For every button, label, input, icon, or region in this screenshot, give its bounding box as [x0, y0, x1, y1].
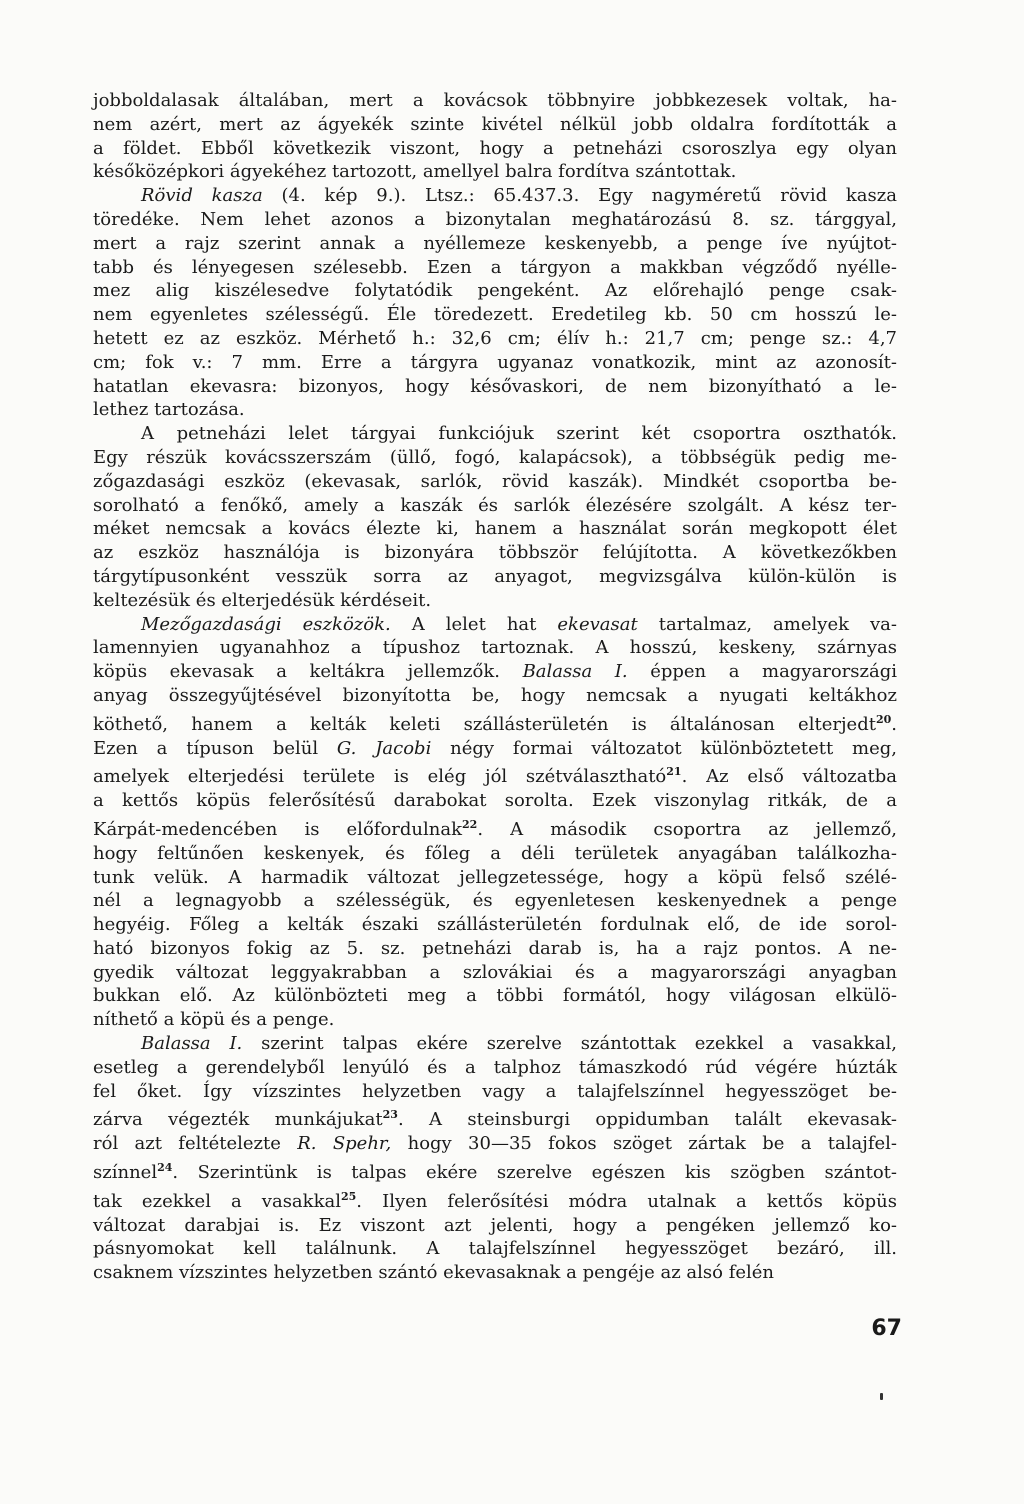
text-segment: az eszköz használója is bizonyára többször felújította. A következőkben — [93, 542, 897, 564]
text-line — [93, 708, 897, 737]
italic-text: R. Spehr, — [297, 1133, 392, 1155]
footnote-ref: 21 — [666, 765, 682, 779]
text-segment: Kárpát-medencében is előfordulnak — [93, 818, 462, 840]
text-line — [93, 737, 897, 761]
text-line — [93, 541, 897, 565]
italic-text: Balassa I. — [522, 661, 628, 683]
text-line — [93, 1185, 897, 1214]
text-line — [93, 565, 897, 589]
text-segment: csaknem vízszintes helyzetben szántó ekevasaknak a pengéje az alsó felén — [93, 1262, 775, 1284]
text-segment: esetleg a gerendelyből lenyúló és a talphoz támaszkodó rúd végére húzták — [93, 1056, 897, 1078]
text-segment: tabb és lényegesen szélesebb. Ezen a tárgyon a makkban végződő nyélle- — [93, 256, 897, 278]
italic-text: ekevasat — [557, 613, 638, 635]
text-segment: tak ezekkel a vasakkal — [93, 1190, 341, 1212]
text-segment: későközépkori ágyekéhez tartozott, amellyel balra fordítva szántottak. — [93, 161, 737, 183]
text-segment: négy formai változatot különböztetett meg, — [431, 737, 897, 759]
text-segment: nél a legnagyobb a szélességük, és egyenletesen keskenyednek a penge — [93, 890, 897, 912]
footnote-ref: 25 — [340, 1189, 357, 1203]
text-line — [93, 913, 897, 937]
text-line — [93, 937, 897, 961]
text-line — [93, 813, 897, 842]
text-line — [93, 660, 897, 684]
text-segment: anyag összegyűjtésével bizonyította be, hogy nemcsak a nyugati keltákhoz — [93, 684, 897, 706]
paragraph — [93, 89, 897, 184]
text-segment: gyedik változat leggyakrabban a szlovákiai és a magyarországi anyagban — [93, 961, 897, 983]
paragraph — [93, 422, 897, 612]
text-line — [93, 113, 897, 137]
text-segment: mert a rajz szerint annak a nyéllemeze keskenyebb, a penge íve nyújtot- — [93, 232, 897, 254]
text-line — [93, 517, 897, 541]
text-segment: szerint talpas ekére szerelve szántottak ezekkel a vasakkal, — [242, 1033, 897, 1055]
text-segment: nem azért, mert az ágyekék szinte kivétel nélkül jobb oldalra fordították a — [93, 113, 897, 135]
text-segment: . A steinsburgi oppidumban talált ekevasak- — [397, 1109, 898, 1131]
text-segment: fel őket. Így vízszintes helyzetben vagy a talajfelszínnel hegyesszöget be- — [93, 1080, 897, 1102]
text-segment: Ezen a típuson belül — [93, 737, 337, 759]
text-line — [93, 889, 897, 913]
text-line — [93, 137, 897, 161]
text-line — [93, 589, 897, 613]
text-line — [93, 232, 897, 256]
footnote-ref: 20 — [875, 712, 892, 726]
text-segment: bukkan elő. Az különbözteti meg a többi formától, hogy világosan elkülö- — [93, 985, 897, 1007]
text-segment: hegyéig. Főleg a kelták északi szállásterületén fordulnak elő, de ide sorol- — [93, 914, 897, 936]
text-segment: méket nemcsak a kovács élezte ki, hanem a használat során megkopott élet — [93, 518, 897, 540]
text-segment: zárva végezték munkájukat — [93, 1109, 383, 1131]
text-line — [93, 327, 897, 351]
text-segment: hatatlan ekevasra: bizonyos, hogy késővaskori, de nem bizonyítható a le- — [93, 375, 897, 397]
text-segment: cm; fok v.: 7 mm. Erre a tárgyra ugyanaz vonatkozik, mint az azonosít- — [93, 351, 897, 373]
text-line — [93, 89, 897, 113]
text-line — [93, 1103, 897, 1132]
text-segment: . Ilyen felerősítési módra utalnak a kettős köpüs — [356, 1190, 898, 1212]
text-segment: . Az első változatba — [681, 766, 897, 788]
footnote-ref: 23 — [382, 1108, 398, 1122]
text-segment: A lelet hat — [390, 613, 558, 635]
paragraph — [93, 1032, 897, 1285]
text-segment: . — [891, 713, 897, 735]
text-line — [93, 160, 897, 184]
print-mark — [880, 1393, 883, 1400]
footnote-ref: 24 — [157, 1161, 173, 1175]
text-segment: köpüs ekevasak a keltákra jellemzők. — [93, 661, 523, 683]
text-segment: níthető a köpü és a penge. — [93, 1009, 335, 1031]
text-line — [93, 398, 897, 422]
text-segment: sorolható a fenőkő, amely a kaszák és sarlók élezésére szolgált. A kész ter- — [93, 494, 897, 516]
paragraph — [93, 613, 897, 1033]
text-line — [93, 303, 897, 327]
text-line — [93, 184, 897, 208]
text-segment: ható bizonyos fokig az 5. sz. petneházi darab is, ha a rajz pontos. A ne- — [93, 937, 897, 959]
text-line — [93, 1032, 897, 1056]
text-line — [93, 1080, 897, 1104]
text-line — [93, 1132, 897, 1156]
page-number: 67 — [871, 1316, 902, 1341]
text-line — [93, 279, 897, 303]
body-text — [93, 89, 897, 1285]
text-line — [93, 636, 897, 660]
text-line — [93, 494, 897, 518]
text-segment: keltezésük és elterjedésük kérdéseit. — [93, 589, 432, 611]
text-line — [93, 984, 897, 1008]
text-segment: a földet. Ebből következik viszont, hogy a petneházi csoroszlya egy olyan — [93, 137, 897, 159]
text-line — [93, 684, 897, 708]
text-segment: hogy 30—35 fokos szöget zártak be a talajfel- — [391, 1133, 897, 1155]
text-segment: jobboldalasak általában, mert a kovácsok többnyire jobbkezesek voltak, ha- — [93, 90, 897, 111]
text-segment: tartalmaz, amelyek va- — [637, 613, 897, 635]
text-line — [93, 789, 897, 813]
paragraph — [93, 184, 897, 422]
text-line — [93, 470, 897, 494]
text-line — [93, 1156, 897, 1185]
text-segment: pásnyomokat kell találnunk. A talajfelszínnel hegyesszöget bezáró, ill. — [93, 1238, 897, 1260]
text-segment: mez alig kiszélesedve folytatódik pengeként. Az előrehajló penge csak- — [93, 280, 897, 302]
text-segment: lethez tartozása. — [93, 399, 245, 421]
text-segment: változat darabjai is. Ez viszont azt jelenti, hogy a pengéken jellemző ko- — [93, 1214, 897, 1236]
footnote-ref: 22 — [462, 817, 478, 831]
text-line — [93, 1237, 897, 1261]
italic-text: Mezőgazdasági eszközök. — [141, 613, 391, 635]
italic-text: G. Jacobi — [336, 737, 432, 759]
text-line — [93, 842, 897, 866]
text-segment: A petneházi lelet tárgyai funkciójuk szerint két csoportra oszthatók. — [141, 423, 897, 445]
text-line — [93, 1056, 897, 1080]
text-line — [93, 613, 897, 637]
text-segment: tárgytípusonként vesszük sorra az anyagot, megvizsgálva külön-külön is — [93, 565, 897, 587]
text-segment: tunk velük. A harmadik változat jellegzetessége, hogy a köpü felső szélé- — [93, 866, 897, 888]
text-segment: a kettős köpüs felerősítésű darabokat sorolta. Ezek viszonylag ritkák, de a — [93, 790, 897, 812]
text-segment: . A második csoportra az jellemző, — [477, 818, 898, 840]
text-segment: amelyek elterjedési területe is elég jól szétválasztható — [93, 766, 667, 788]
text-line — [93, 208, 897, 232]
text-line — [93, 866, 897, 890]
text-segment: hetett ez az eszköz. Mérhető h.: 32,6 cm; élív h.: 21,7 cm; penge sz.: 4,7 — [93, 327, 897, 349]
text-segment: Egy részük kovácsszerszám (üllő, fogó, kalapácsok), a többségük pedig me- — [93, 446, 897, 468]
text-line — [93, 1214, 897, 1238]
text-segment: zőgazdasági eszköz (ekevasak, sarlók, rövid kaszák). Mindkét csoportba be- — [93, 470, 897, 492]
italic-text: Balassa I. — [141, 1033, 243, 1055]
italic-text: Rövid kasza — [141, 185, 263, 207]
text-segment: hogy feltűnően keskenyek, és főleg a déli területek anyagában találkozha- — [93, 842, 897, 864]
text-line — [93, 256, 897, 280]
text-line — [93, 760, 897, 789]
text-segment: . Szerintünk is talpas ekére szerelve egészen kis szögben szántot- — [172, 1162, 897, 1184]
text-line — [93, 351, 897, 375]
text-line — [93, 375, 897, 399]
text-segment: töredéke. Nem lehet azonos a bizonytalan meghatározású 8. sz. tárggyal, — [93, 208, 897, 230]
text-segment: (4. kép 9.). Ltsz.: 65.437.3. Egy nagyméretű rövid kasza — [262, 185, 897, 207]
text-line — [93, 446, 897, 470]
text-segment: nem egyenletes szélességű. Éle töredezett. Eredetileg kb. 50 cm hosszú le- — [93, 304, 897, 326]
text-segment: köthető, hanem a kelták keleti szállásterületén is általánosan elterjedt — [93, 713, 876, 735]
text-segment: lamennyien ugyanahhoz a típushoz tartoznak. A hosszú, keskeny, szárnyas — [93, 637, 897, 659]
text-line — [93, 961, 897, 985]
text-line — [93, 1008, 897, 1032]
text-segment: ról azt feltételezte — [93, 1133, 298, 1155]
text-segment: színnel — [93, 1162, 158, 1184]
text-line — [93, 1261, 897, 1285]
text-segment: éppen a magyarországi — [627, 661, 898, 683]
text-line — [93, 422, 897, 446]
